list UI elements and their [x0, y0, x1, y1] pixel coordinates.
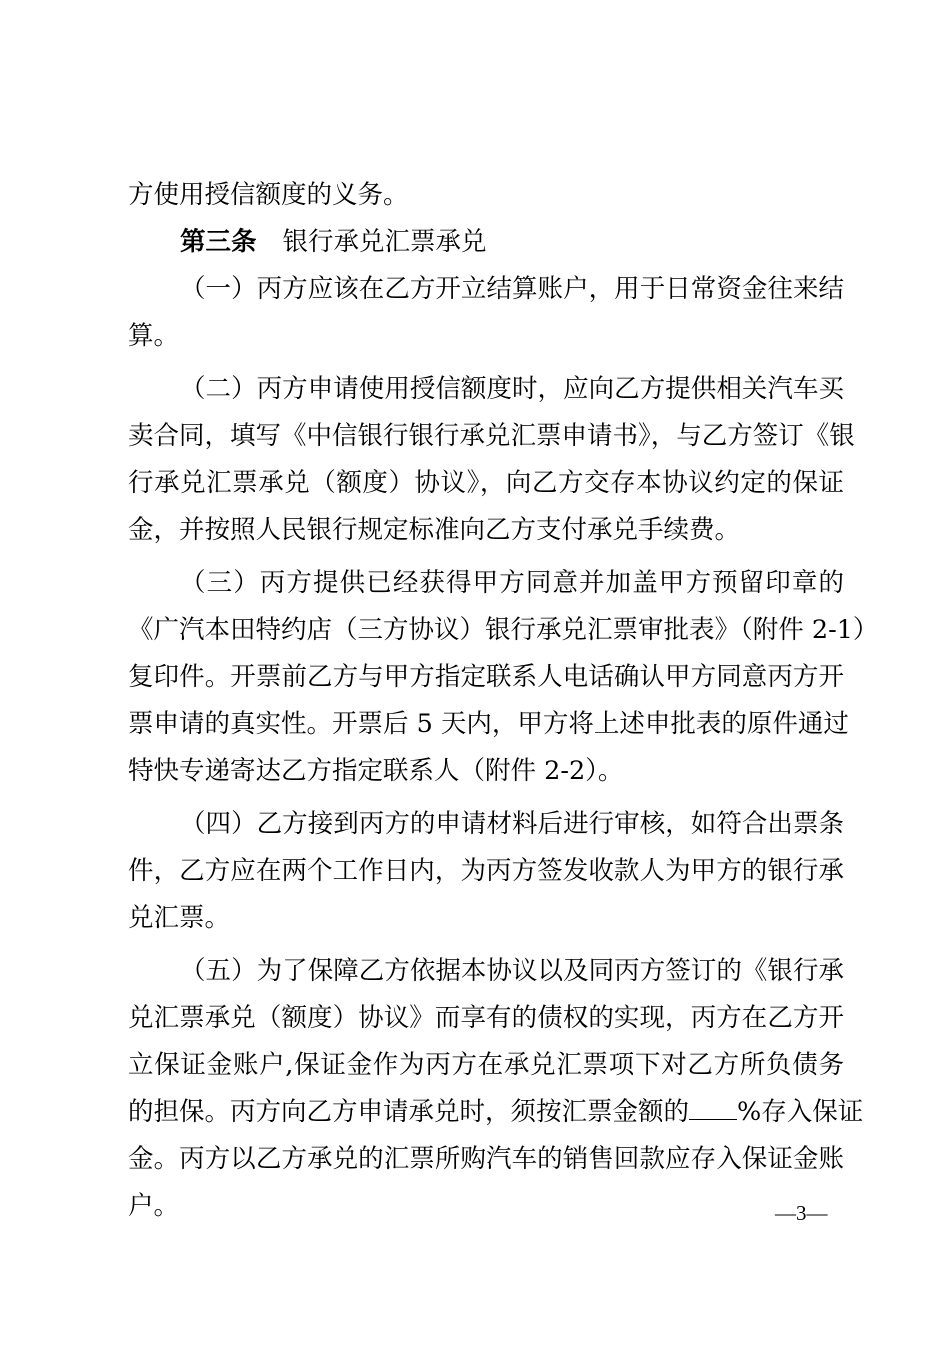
paragraph-line: [128, 607, 879, 654]
paragraph-line: [128, 172, 848, 219]
paragraph-line: [128, 413, 855, 460]
paragraph-line: [128, 701, 848, 748]
paragraph-line: [128, 654, 848, 701]
text-line: 金。丙方以乙方承兑的汇票所购汽车的销售回款应存入保证金账: [128, 1144, 844, 1174]
text-line: （一）丙方应该在乙方开立结算账户，用于日常资金往来结: [180, 274, 844, 304]
paragraph-line: [128, 748, 848, 795]
text-line: 户。: [128, 1191, 180, 1221]
text-line-with-blank: [128, 1089, 863, 1136]
article-heading-line: [128, 219, 848, 266]
paragraph-line: [128, 948, 848, 995]
text-line: 卖合同，填写《中信银行银行承兑汇票申请书》，与乙方签订《银: [128, 421, 855, 451]
text-line: 算。: [128, 321, 180, 351]
text-line: 特快专递寄达乙方指定联系人（附件 2-2）。: [128, 756, 624, 786]
paragraph-line: [128, 266, 848, 313]
text-line: 金，并按照人民银行规定标准向乙方支付承兑手续费。: [128, 515, 741, 545]
paragraph-line: [128, 1042, 848, 1089]
text-line: 《广汽本田特约店（三方协议）银行承兑汇票审批表》（附件 2-1）: [128, 615, 879, 645]
blank-line-prefix: 的担保。丙方向乙方申请承兑时，须按汇票金额的: [128, 1097, 690, 1127]
article-heading: [180, 219, 487, 266]
text-line: 兑汇票承兑（额度）协议》而享有的债权的实现，丙方在乙方开: [128, 1003, 844, 1033]
paragraph-line: [128, 1136, 848, 1183]
article-number: 第三条: [180, 227, 257, 257]
text-line: 方使用授信额度的义务。: [128, 180, 409, 210]
article-title: 银行承兑汇票承兑: [282, 227, 487, 257]
text-line: 件，乙方应在两个工作日内，为丙方签发收款人为甲方的银行承: [128, 856, 844, 886]
paragraph-line: [128, 460, 848, 507]
document-body: [128, 172, 879, 1230]
page-number: —3—: [775, 1201, 828, 1225]
paragraph-line: [128, 895, 848, 942]
paragraph-line: [128, 801, 848, 848]
percentage-blank: [689, 1097, 737, 1120]
text-line: （五）为了保障乙方依据本协议以及同丙方签订的《银行承: [180, 956, 844, 986]
text-line: （四）乙方接到丙方的申请材料后进行审核，如符合出票条: [180, 809, 844, 839]
text-line: （三）丙方提供已经获得甲方同意并加盖甲方预留印章的: [180, 568, 844, 598]
text-line: （二）丙方申请使用授信额度时，应向乙方提供相关汽车买: [180, 374, 844, 404]
paragraph-line: [128, 507, 848, 554]
paragraph-line: [128, 1183, 848, 1230]
paragraph-line: [128, 560, 848, 607]
text-line: 兑汇票。: [128, 903, 231, 933]
text-line: 行承兑汇票承兑（额度）协议》，向乙方交存本协议约定的保证: [128, 468, 844, 498]
text-line: 复印件。开票前乙方与甲方指定联系人电话确认甲方同意丙方开: [128, 662, 844, 692]
paragraph-line: [128, 313, 848, 360]
paragraph-line: [128, 366, 848, 413]
paragraph-line: [128, 995, 848, 1042]
paragraph-line: [128, 848, 848, 895]
text-line: 立保证金账户,保证金作为丙方在承兑汇票项下对乙方所负债务: [128, 1050, 844, 1080]
paragraph-line: [128, 1089, 864, 1136]
text-line: 票申请的真实性。开票后 5 天内，甲方将上述申批表的原件通过: [128, 709, 849, 739]
blank-line-suffix: %存入保证: [737, 1097, 864, 1127]
